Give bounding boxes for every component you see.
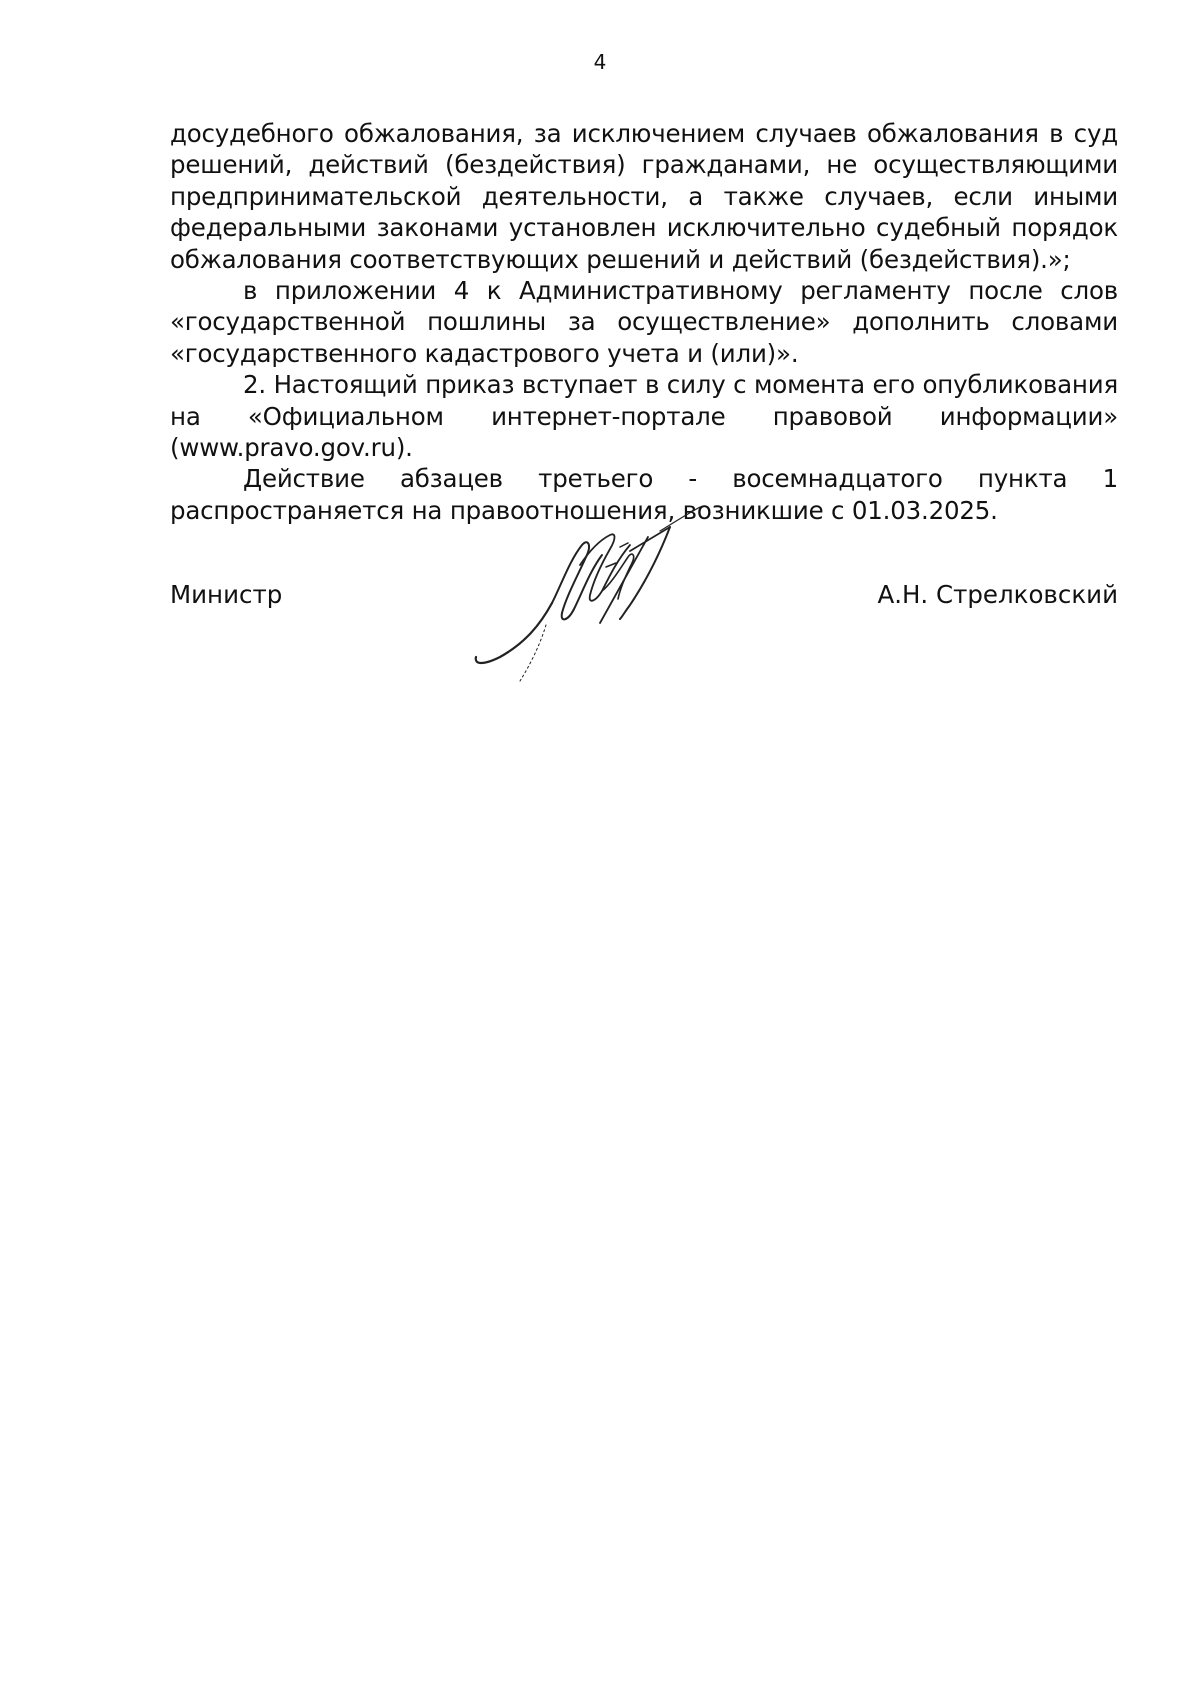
paragraph-appendix-amendment: в приложении 4 к Административному регламенту после слов «государственной пошлины за осуществление» дополнить словами «государственного кадастрового учета и (или)». [170, 276, 1118, 368]
page-number: 4 [593, 50, 607, 74]
document-body [170, 118, 1118, 526]
paragraph-retroactive-scope: Действие абзацев третьего - восемнадцатого пункта 1 распространяется на правоотношения, возникшие с 01.03.2025. [170, 464, 1118, 525]
handwritten-signature [470, 505, 770, 685]
signatory-name: А.Н. Стрелковский [877, 580, 1118, 609]
paragraph-effective-date: 2. Настоящий приказ вступает в силу с момента его опубликования на «Официальном интернет-портале правовой информации» (www.pravo.gov.ru). [170, 370, 1118, 463]
paragraph-continuation: досудебного обжалования, за исключением случаев обжалования в суд решений, действий (бездействия) гражданами, не осуществляющими предпринимательской деятельности, а также случаев, если иными федеральными законами установлен исключительно судебный порядок обжалования соответствующих решений и действий (бездействия).»; [170, 119, 1118, 274]
signatory-title: Министр [170, 580, 283, 609]
